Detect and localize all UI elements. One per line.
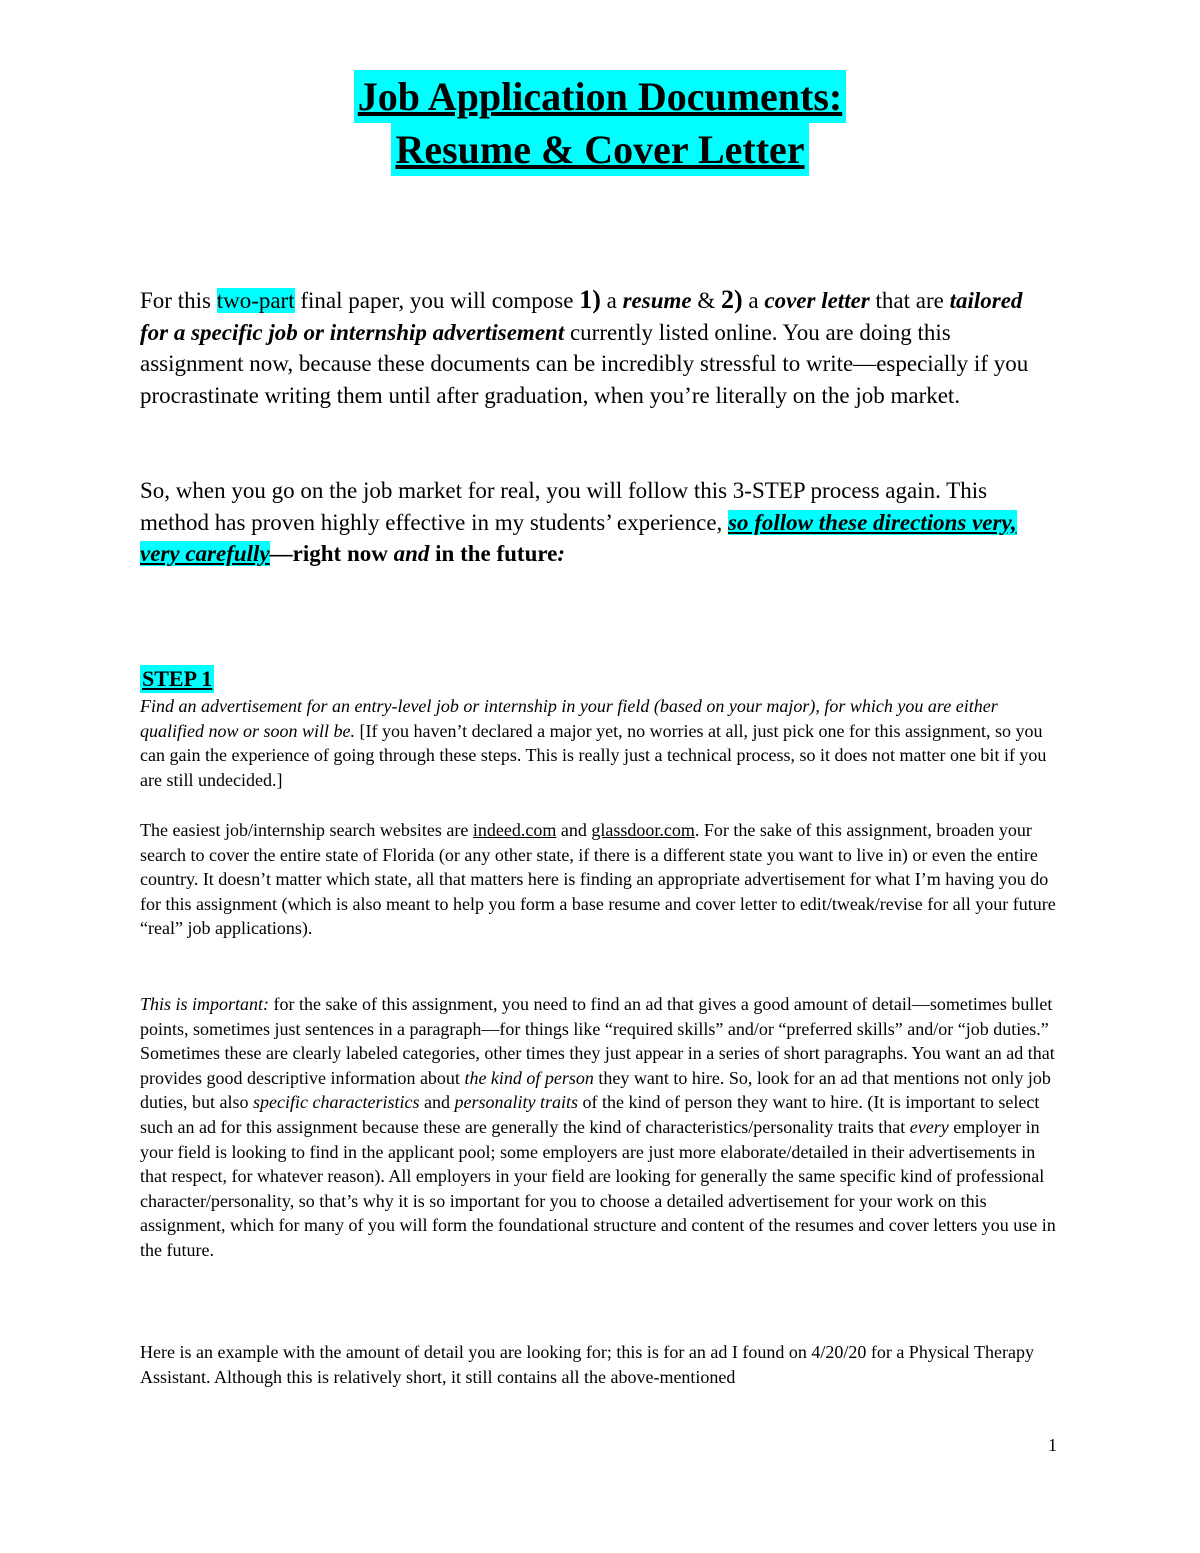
intro-paragraph-1: For this two-part final paper, you will compose 1) a resume & 2) a cover letter that are tailored for a specific job or internship advertisement currently listed online. You are doing this assignment now, because these documents can be incredibly stressful to write—especially if you procrastinate writing them until after graduation, when you’re literally on the job market. bbox=[140, 285, 1029, 408]
indeed-link[interactable]: indeed.com bbox=[472, 820, 557, 840]
glassdoor-link[interactable]: glassdoor.com bbox=[591, 820, 695, 840]
two-part-highlight: two-part bbox=[216, 288, 295, 313]
resume-term: resume bbox=[622, 288, 692, 313]
directions-emphasis: so follow these directions very, very carefully bbox=[140, 509, 1017, 566]
step-1-paragraph-2: The easiest job/internship search websites are indeed.com and glassdoor.com. For the sake of this assignment, broaden your search to cover the entire state of Florida (or any other state, if there is a different state you want to live in) or even the entire country. It doesn’t matter which state, all that matters here is finding an appropriate advertisement for what I’m having you do for this assignment (which is also meant to help you form a base resume and cover letter to edit/tweak/revise for all your future “real” job applications). bbox=[140, 820, 1056, 939]
step-1-paragraph-1: Find an advertisement for an entry-level job or internship in your field (based on your major), for which you are either qualified now or soon will be. [If you haven’t declared a major yet, no worries at all, just pick one for this assignment, so you can gain the experience of going through these steps. This is really just a technical process, so it does not matter one bit if you are still undecided.] bbox=[140, 696, 1047, 790]
cover-letter-term: cover letter bbox=[764, 288, 870, 313]
title-line-2: Resume & Cover Letter bbox=[391, 123, 808, 176]
step-1-paragraph-4: Here is an example with the amount of detail you are looking for; this is for an ad I found on 4/20/20 for a Physical Therapy Assistant. Although this is relatively short, it still contains all the above-mentioned bbox=[140, 1342, 1034, 1387]
page-number: 1 bbox=[1048, 1435, 1057, 1455]
title-line-1: Job Application Documents: bbox=[354, 70, 847, 123]
tailored-emphasis: tailored for a specific job or internship advertisement bbox=[140, 288, 1023, 345]
document-title bbox=[0, 70, 1200, 176]
step-1-paragraph-3: This is important: for the sake of this assignment, you need to find an ad that gives a good amount of detail—sometimes bullet points, sometimes just sentences in a paragraph—for things like “required skills” and/or “preferred skills” and/or “job duties.” Sometimes these are clearly labeled categories, other times they just appear in a series of short paragraphs. You want an ad that provides good descriptive information about the kind of person they want to hire. So, look for an ad that mentions not only job duties, but also specific characteristics and personality traits of the kind of person they want to hire. (It is important to select such an ad for this assignment because these are generally the kind of characteristics/personality traits that every employer in your field is looking to find in the applicant pool; some employers are just more elaborate/detailed in their advertisements in that respect, for whatever reason). All employers in your field are looking for generally the same specific kind of professional character/personality, so that’s why it is so important for you to choose a detailed advertisement for your work on this assignment, which for many of you will form the foundational structure and content of the resumes and cover letters you use in the future. bbox=[140, 994, 1056, 1260]
step-1-heading: STEP 1 bbox=[142, 666, 213, 691]
intro-paragraph-2: So, when you go on the job market for real, you will follow this 3-STEP process again. This method has proven highly effective in my students’ experience, so follow these directions very, very carefully—right now and in the future: bbox=[140, 478, 1017, 566]
